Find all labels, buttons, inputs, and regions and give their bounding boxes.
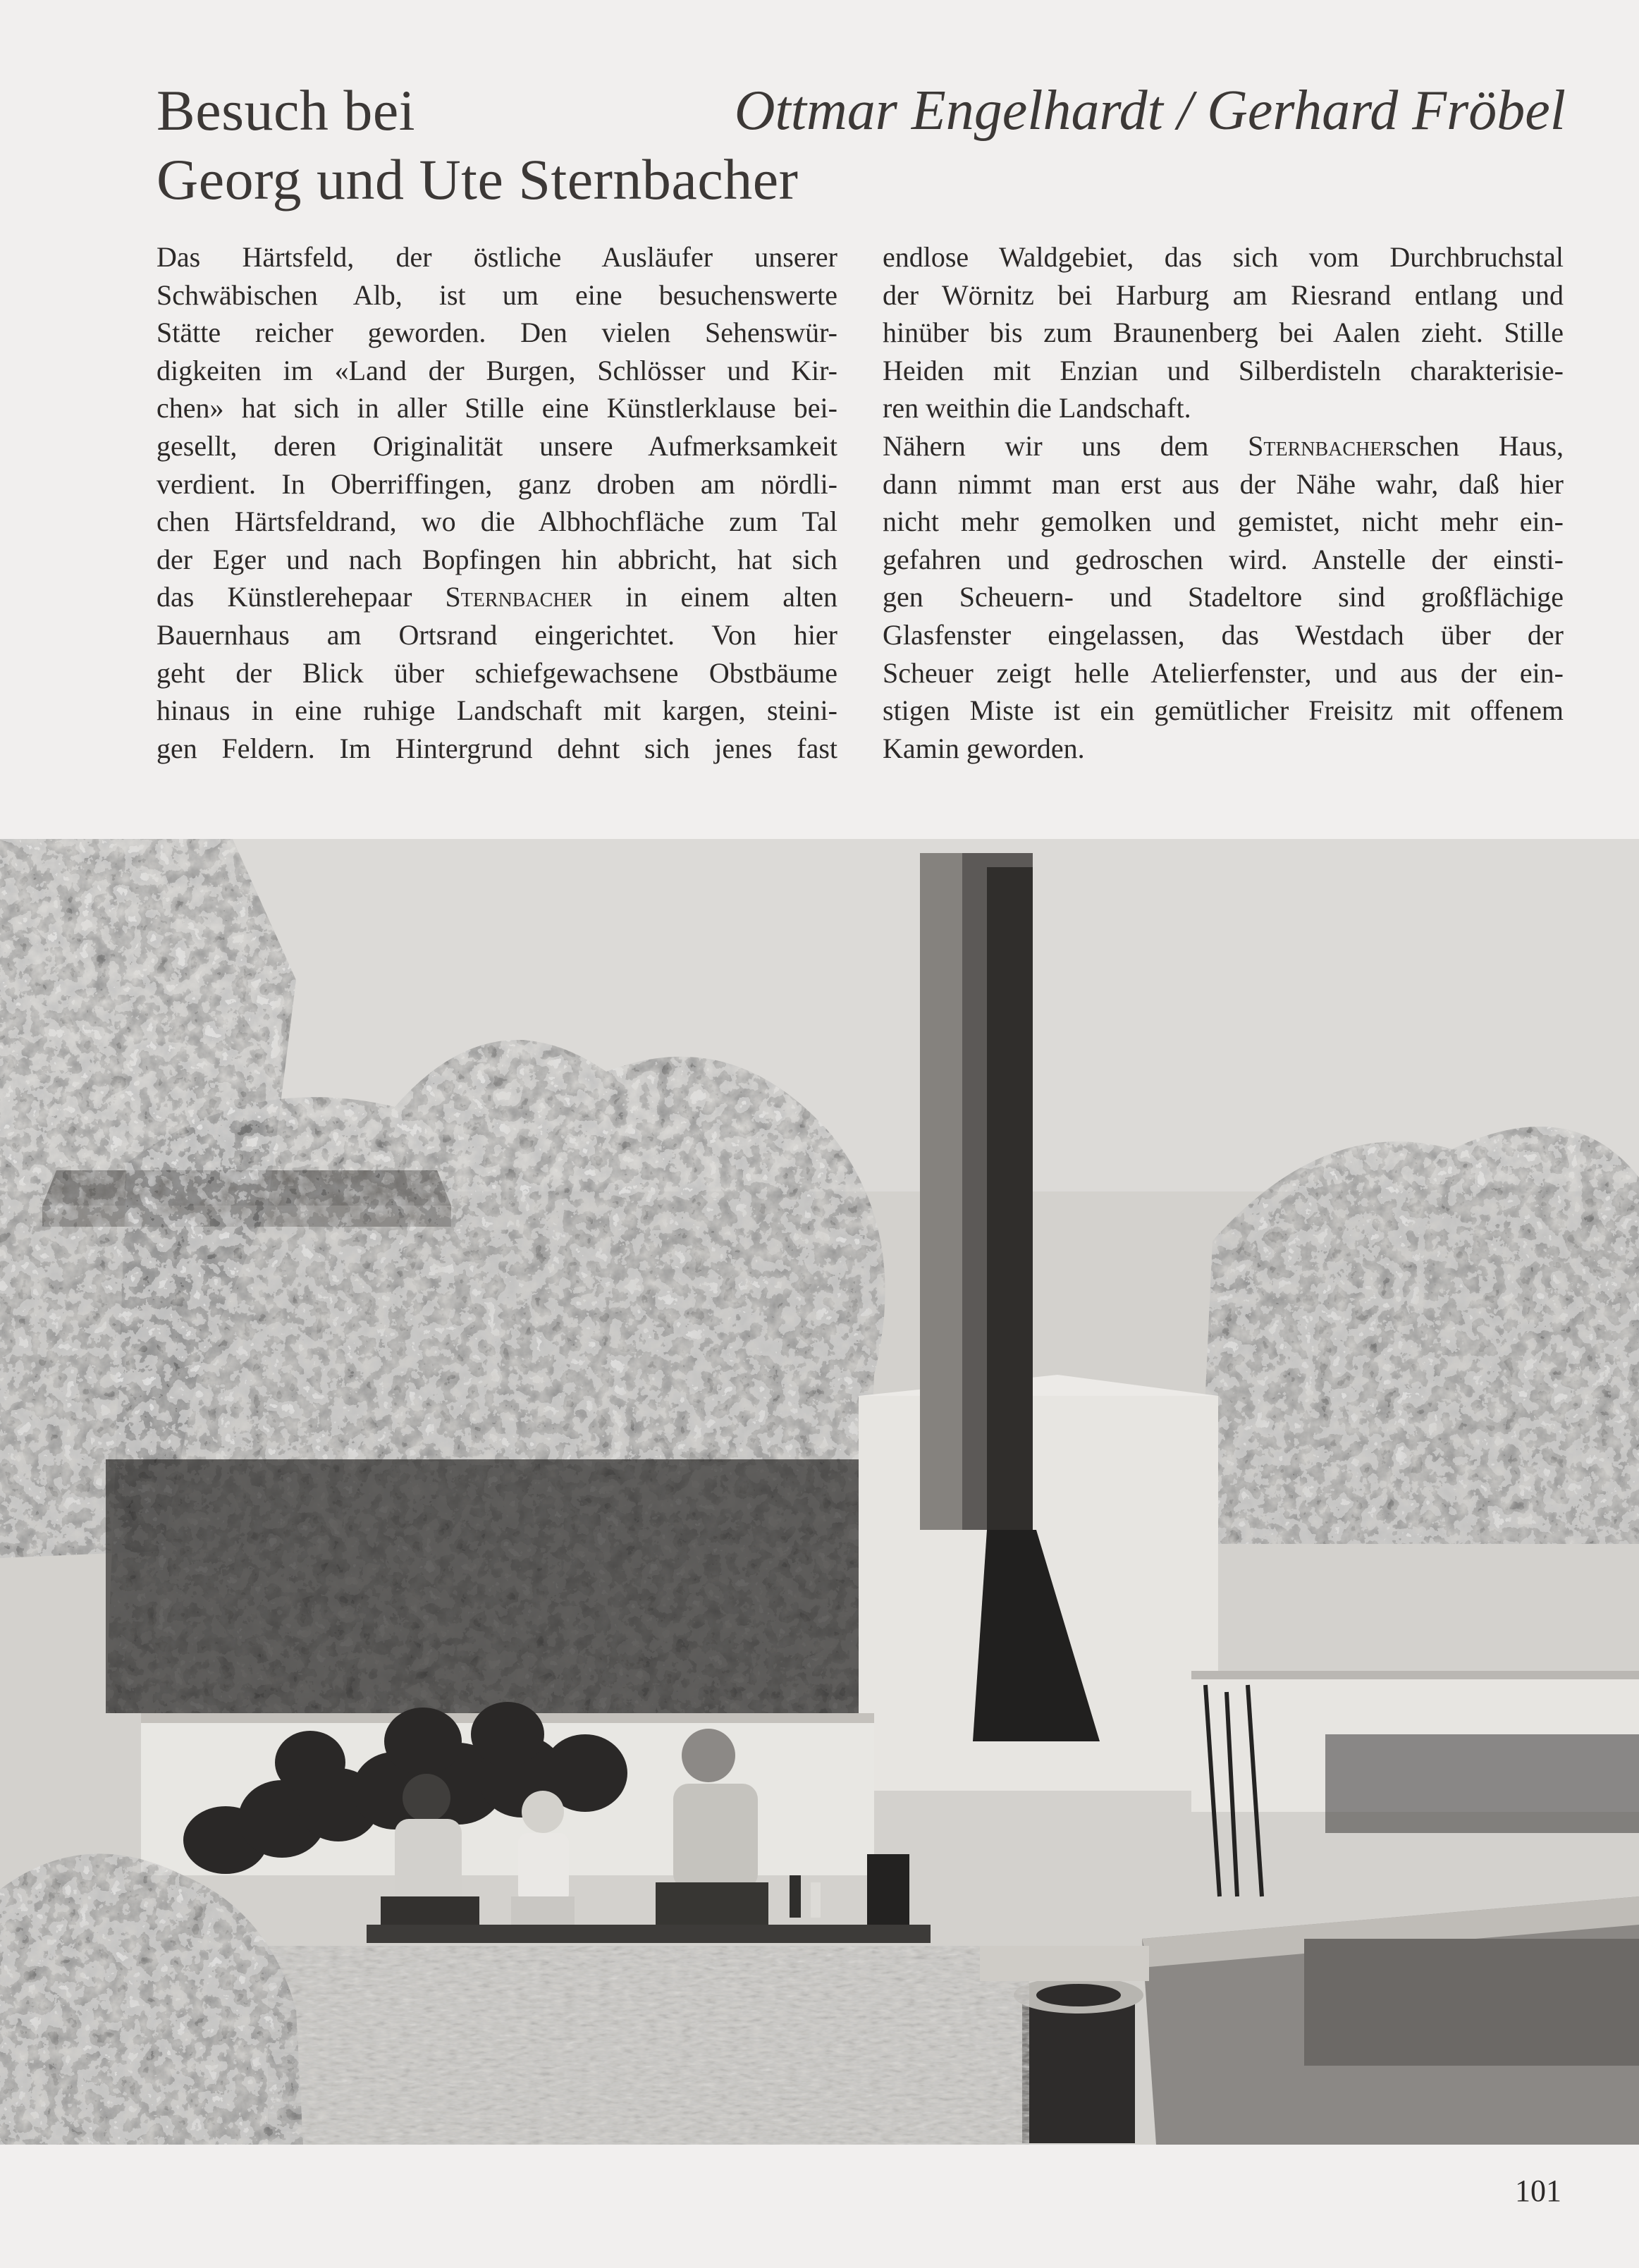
text-line: gen Scheuern- und Stadeltore sind großflächige — [883, 581, 1564, 613]
text-column-left — [156, 238, 837, 767]
title-line-2: Georg und Ute Sternbacher — [156, 147, 799, 212]
text-line: chen Härtsfeldrand, wo die Albhochfläche zum Tal — [156, 505, 837, 538]
text-column-right — [883, 238, 1564, 767]
text-line: der Eger und nach Bopfingen hin abbricht, hat sich — [156, 543, 837, 575]
text-line: hinüber bis zum Braunenberg bei Aalen zieht. Stille — [883, 317, 1564, 349]
text-line: chen» hat sich in aller Stille eine Künstlerklause bei- — [156, 392, 837, 424]
title-line-1: Besuch bei — [156, 78, 416, 142]
text-line: stigen Miste ist ein gemütlicher Freisitz mit offenem — [883, 694, 1564, 727]
text-line: gen Feldern. Im Hintergrund dehnt sich jenes fast — [156, 732, 837, 764]
text-line: Glasfenster eingelassen, das Westdach über der — [883, 618, 1564, 651]
article-title — [156, 76, 798, 214]
text-line: nicht mehr gemolken und gemistet, nicht mehr ein- — [883, 505, 1564, 538]
text-line: Das Härtsfeld, der östliche Ausläufer unserer — [156, 241, 837, 273]
text-line: ren weithin die Landschaft. — [883, 392, 1191, 424]
text-line: gefahren und gedroschen wird. Anstelle der einsti- — [883, 543, 1564, 575]
text-line: das Künstlerehepaar Sternbacher in einem alten — [156, 581, 837, 613]
text-line: Schwäbischen Alb, ist um eine besuchenswerte — [156, 278, 837, 311]
text-line: der Wörnitz bei Harburg am Riesrand entlang und — [883, 278, 1564, 311]
garden-photograph — [0, 839, 1639, 2145]
article-authors: Ottmar Engelhardt / Gerhard Fröbel — [734, 80, 1566, 142]
artist-name-smallcaps: Sternbacher — [445, 581, 593, 613]
text-line: verdient. In Oberriffingen, ganz droben am nördli- — [156, 467, 837, 500]
artist-name-smallcaps: Sternbacher — [1248, 429, 1396, 462]
page-number: 101 — [1515, 2174, 1561, 2208]
text-line: geht der Blick über schiefgewachsene Obstbäume — [156, 656, 837, 689]
text-line: Bauernhaus am Ortsrand eingerichtet. Von hier — [156, 618, 837, 651]
text-line: digkeiten im «Land der Burgen, Schlösser und Kir- — [156, 354, 837, 386]
text-line: Heiden mit Enzian und Silberdisteln charakterisie- — [883, 354, 1564, 386]
text-line: Kamin geworden. — [883, 732, 1085, 764]
text-line: Scheuer zeigt helle Atelierfenster, und aus der ein- — [883, 656, 1564, 689]
text-line: Nähern wir uns dem Sternbacherschen Haus, — [883, 429, 1564, 462]
text-line: dann nimmt man erst aus der Nähe wahr, daß hier — [883, 467, 1564, 500]
text-line: gesellt, deren Originalität unsere Aufmerksamkeit — [156, 429, 837, 462]
text-line: endlose Waldgebiet, das sich vom Durchbruchstal — [883, 241, 1564, 273]
text-line: hinaus in eine ruhige Landschaft mit kargen, steini- — [156, 694, 837, 727]
text-line: Stätte reicher geworden. Den vielen Sehenswür- — [156, 317, 837, 349]
